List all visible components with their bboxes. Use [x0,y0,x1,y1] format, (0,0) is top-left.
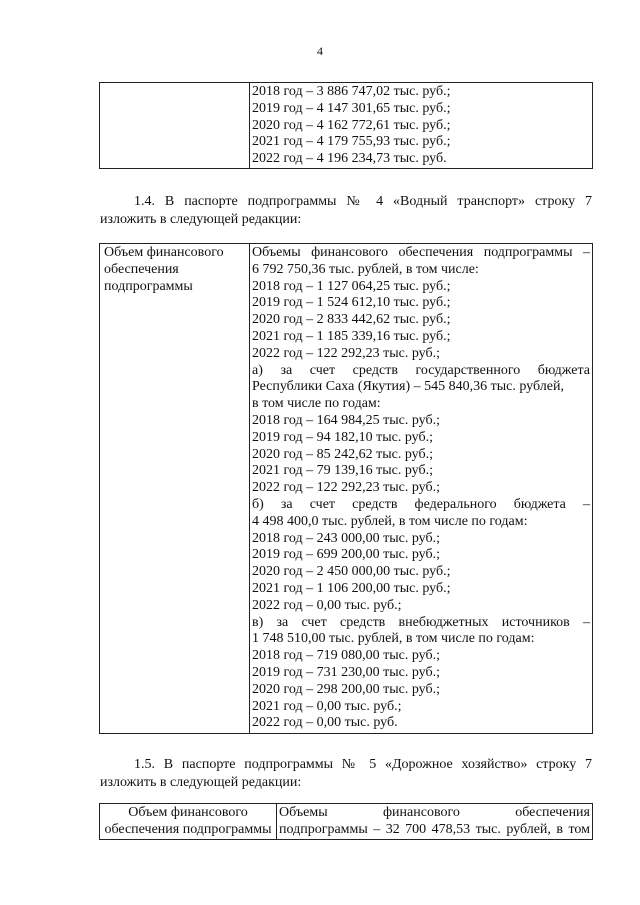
text-line: в том числе по годам: [252,396,381,412]
text-line: 2019 год – 699 200,00 тыс. руб.; [252,547,440,563]
text-line: 2021 год – 1 106 200,00 тыс. руб.; [252,580,451,596]
text-line: Объемы финансового обеспечения [279,805,590,820]
row-label: обеспечения [104,261,179,277]
page-number: 4 [317,44,323,58]
text-line: 2021 год – 1 185 339,16 тыс. руб.; [252,328,451,344]
paragraph-1-4 [100,193,592,229]
text-line: 2018 год – 1 127 064,25 тыс. руб.; [252,278,451,294]
text-line: 1 748 510,00 тыс. рублей, в том числе по годам: [252,631,535,647]
text-line: 2021 год – 4 179 755,93 тыс. руб.; [252,134,451,150]
text-line: 2020 год – 85 242,62 тыс. руб.; [252,446,433,462]
table-left-cell [100,244,250,734]
text-line: 2022 год – 122 292,23 тыс. руб.; [252,480,440,496]
text-line: а) за счет средств государственного бюджета [252,362,590,378]
text-line: 2018 год – 164 984,25 тыс. руб.; [252,412,440,428]
text-line: 2021 год – 0,00 тыс. руб.; [252,698,402,714]
text-line: 2022 год – 0,00 тыс. руб. [252,715,398,731]
text-line: 2019 год – 4 147 301,65 тыс. руб.; [252,100,451,116]
table-water-transport [99,243,593,734]
text-line: 2020 год – 298 200,00 тыс. руб.; [252,681,440,697]
text-line: 6 792 750,36 тыс. рублей, в том числе: [252,261,479,277]
text-line: 2020 год – 4 162 772,61 тыс. руб.; [252,117,451,133]
paragraph-line: изложить в следующей редакции: [100,775,302,790]
text-line: 2018 год – 243 000,00 тыс. руб.; [252,530,440,546]
text-line: 2018 год – 3 886 747,02 тыс. руб.; [252,84,451,99]
text-line: б) за счет средств федерального бюджета – [252,496,590,512]
text-line: 4 498 400,0 тыс. рублей, в том числе по годам: [252,513,528,529]
row-label: обеспечения подпрограммы [104,821,272,837]
text-line: 2022 год – 122 292,23 тыс. руб.; [252,345,440,361]
text-line: 2021 год – 79 139,16 тыс. руб.; [252,463,433,479]
paragraph-1-5 [100,756,592,792]
paragraph-line: 1.5. В паспорте подпрограммы № 5 «Дорожное хозяйство» строку 7 [134,757,592,772]
row-label: Объем финансового [104,245,224,260]
row-label: Объем финансового [128,805,248,820]
text-line: 2018 год – 719 080,00 тыс. руб.; [252,648,440,664]
row-label: подпрограммы [104,278,193,294]
table-left-cell [100,83,250,169]
text-line: подпрограммы – 32 700 478,53 тыс. рублей, в том [279,821,590,837]
paragraph-line: изложить в следующей редакции: [100,212,302,227]
text-line: 2022 год – 0,00 тыс. руб.; [252,597,402,613]
text-line: 2020 год – 2 833 442,62 тыс. руб.; [252,312,451,328]
table-right-cell [250,244,593,734]
table-road-economy [99,803,593,840]
table-right-cell [250,83,593,169]
text-line: в) за счет средств внебюджетных источников – [252,614,590,630]
table-left-cell [100,804,277,840]
table-continuation [99,82,593,169]
paragraph-line: 1.4. В паспорте подпрограммы № 4 «Водный транспорт» строку 7 [134,194,592,209]
text-line: 2019 год – 1 524 612,10 тыс. руб.; [252,295,451,311]
text-line: 2022 год – 4 196 234,73 тыс. руб. [252,151,447,167]
table-right-cell [277,804,593,840]
text-line: Республики Саха (Якутия) – 545 840,36 тыс. рублей, [252,379,564,395]
text-line: 2019 год – 731 230,00 тыс. руб.; [252,664,440,680]
text-line: 2020 год – 2 450 000,00 тыс. руб.; [252,564,451,580]
text-line: Объемы финансового обеспечения подпрограммы – [252,245,590,260]
text-line: 2019 год – 94 182,10 тыс. руб.; [252,429,433,445]
